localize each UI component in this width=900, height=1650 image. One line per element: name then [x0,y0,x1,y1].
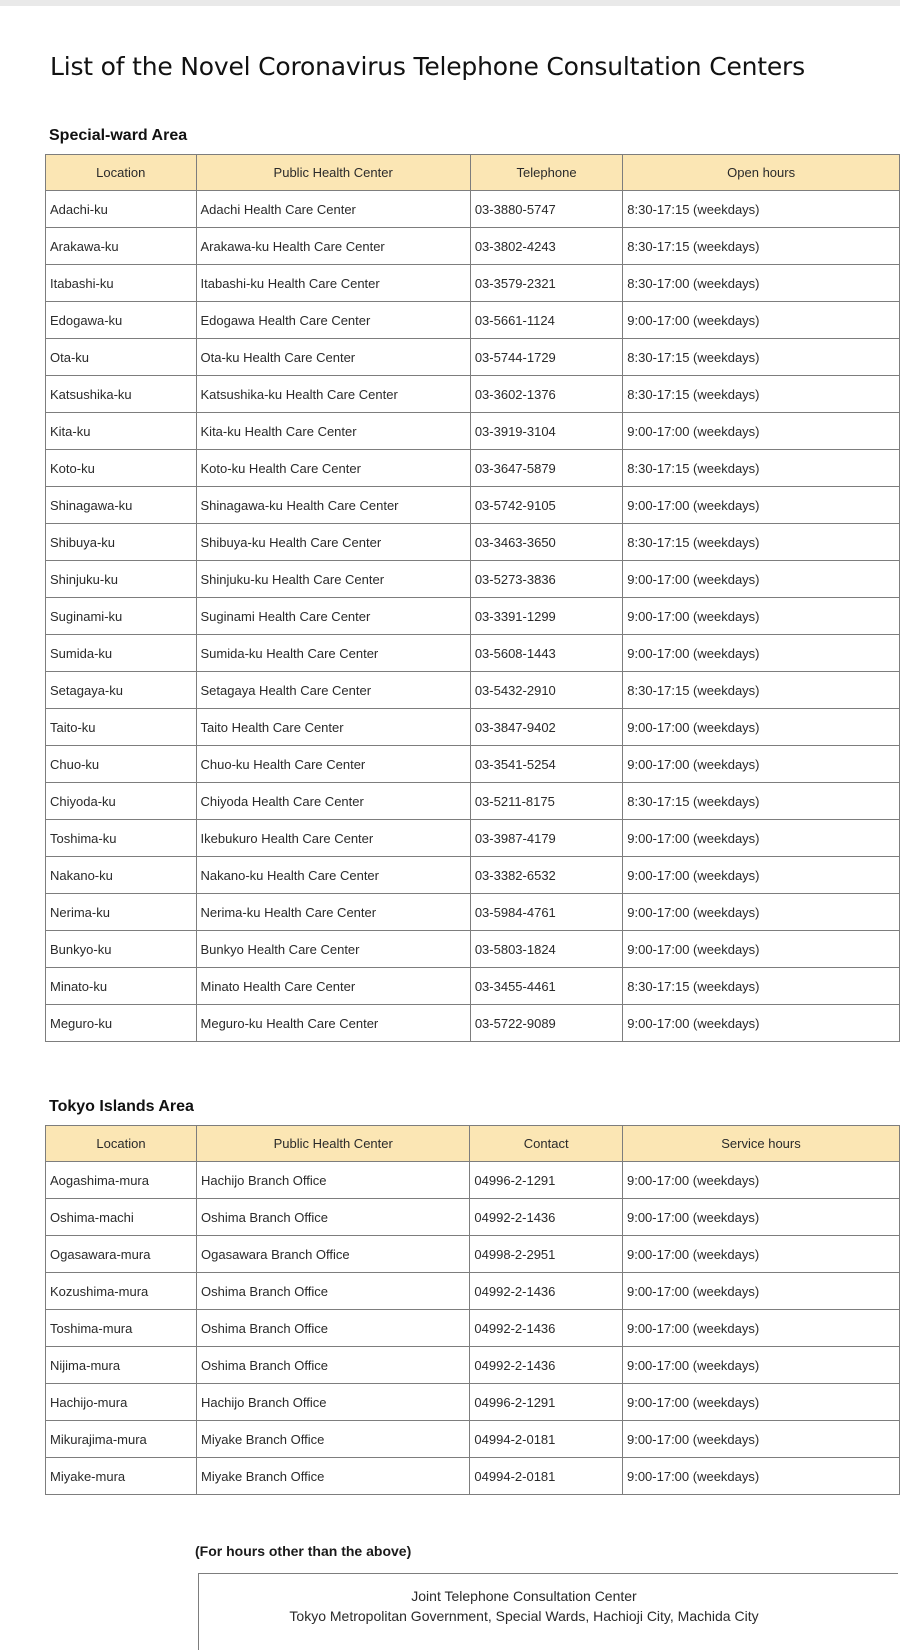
health-center-cell: Taito Health Care Center [196,709,470,746]
health-center-cell: Katsushika-ku Health Care Center [196,376,470,413]
telephone-cell: 03-5273-3836 [470,561,622,598]
column-header-contact: Contact [470,1126,623,1162]
telephone-cell: 03-3579-2321 [470,265,622,302]
open-hours-cell: 9:00-17:00 (weekdays) [623,746,900,783]
open-hours-cell: 9:00-17:00 (weekdays) [623,302,900,339]
location-cell: Mikurajima-mura [46,1421,197,1458]
open-hours-cell: 8:30-17:15 (weekdays) [623,450,900,487]
health-center-cell: Itabashi-ku Health Care Center [196,265,470,302]
contact-cell: 04996-2-1291 [470,1162,623,1199]
location-cell: Miyake-mura [46,1458,197,1495]
table-row [46,598,900,635]
health-center-cell: Shibuya-ku Health Care Center [196,524,470,561]
location-cell: Minato-ku [46,968,197,1005]
telephone-cell: 03-3602-1376 [470,376,622,413]
contact-cell: 04992-2-1436 [470,1310,623,1347]
table-row [46,820,900,857]
islands-table [45,1125,900,1495]
health-center-cell: Oshima Branch Office [197,1310,470,1347]
health-center-cell: Chuo-ku Health Care Center [196,746,470,783]
telephone-cell: 03-5722-9089 [470,1005,622,1042]
service-hours-cell: 9:00-17:00 (weekdays) [622,1236,899,1273]
location-cell: Toshima-mura [46,1310,197,1347]
location-cell: Kita-ku [46,413,197,450]
health-center-cell: Miyake Branch Office [197,1421,470,1458]
contact-cell: 04992-2-1436 [470,1199,623,1236]
open-hours-cell: 9:00-17:00 (weekdays) [623,894,900,931]
telephone-cell: 03-3647-5879 [470,450,622,487]
table-row [46,783,900,820]
service-hours-cell: 9:00-17:00 (weekdays) [622,1162,899,1199]
telephone-cell: 03-5803-1824 [470,931,622,968]
telephone-cell: 03-5984-4761 [470,894,622,931]
location-cell: Bunkyo-ku [46,931,197,968]
location-cell: Setagaya-ku [46,672,197,709]
health-center-cell: Shinjuku-ku Health Care Center [196,561,470,598]
open-hours-cell: 8:30-17:15 (weekdays) [623,783,900,820]
table-row [46,1273,900,1310]
health-center-cell: Shinagawa-ku Health Care Center [196,487,470,524]
location-cell: Nakano-ku [46,857,197,894]
health-center-cell: Minato Health Care Center [196,968,470,1005]
column-header-location: Location [46,1126,197,1162]
health-center-cell: Bunkyo Health Care Center [196,931,470,968]
table-row [46,672,900,709]
islands-table-body [46,1162,900,1495]
telephone-cell: 03-5608-1443 [470,635,622,672]
table-row [46,561,900,598]
location-cell: Chiyoda-ku [46,783,197,820]
table-row [46,228,900,265]
health-center-cell: Ikebukuro Health Care Center [196,820,470,857]
contact-cell: 04994-2-0181 [470,1421,623,1458]
location-cell: Sumida-ku [46,635,197,672]
health-center-cell: Adachi Health Care Center [196,191,470,228]
open-hours-cell: 9:00-17:00 (weekdays) [623,635,900,672]
health-center-cell: Oshima Branch Office [197,1199,470,1236]
islands-heading: Tokyo Islands Area [49,1098,194,1115]
service-hours-cell: 9:00-17:00 (weekdays) [622,1384,899,1421]
open-hours-cell: 9:00-17:00 (weekdays) [623,413,900,450]
health-center-cell: Nakano-ku Health Care Center [196,857,470,894]
contact-cell: 04992-2-1436 [470,1273,623,1310]
table-row [46,894,900,931]
table-header-row [46,1126,900,1162]
open-hours-cell: 9:00-17:00 (weekdays) [623,820,900,857]
table-row [46,302,900,339]
table-row [46,191,900,228]
joint-center-name: Joint Telephone Consultation Center [411,1588,637,1604]
column-header-service-hours: Service hours [622,1126,899,1162]
top-edge-strip [0,0,900,6]
service-hours-cell: 9:00-17:00 (weekdays) [622,1458,899,1495]
service-hours-cell: 9:00-17:00 (weekdays) [622,1199,899,1236]
open-hours-cell: 9:00-17:00 (weekdays) [623,598,900,635]
health-center-cell: Arakawa-ku Health Care Center [196,228,470,265]
contact-cell: 04994-2-0181 [470,1458,623,1495]
table-row [46,931,900,968]
location-cell: Toshima-ku [46,820,197,857]
table-row [46,1458,900,1495]
telephone-cell: 03-3847-9402 [470,709,622,746]
health-center-cell: Ota-ku Health Care Center [196,339,470,376]
table-row [46,1162,900,1199]
open-hours-cell: 9:00-17:00 (weekdays) [623,487,900,524]
column-header-health-center: Public Health Center [197,1126,470,1162]
open-hours-cell: 9:00-17:00 (weekdays) [623,561,900,598]
table-row [46,450,900,487]
health-center-cell: Miyake Branch Office [197,1458,470,1495]
location-cell: Suginami-ku [46,598,197,635]
location-cell: Kozushima-mura [46,1273,197,1310]
service-hours-cell: 9:00-17:00 (weekdays) [622,1310,899,1347]
location-cell: Chuo-ku [46,746,197,783]
open-hours-cell: 8:30-17:15 (weekdays) [623,376,900,413]
table-row [46,1236,900,1273]
open-hours-cell: 9:00-17:00 (weekdays) [623,1005,900,1042]
health-center-cell: Ogasawara Branch Office [197,1236,470,1273]
table-row [46,857,900,894]
table-row [46,709,900,746]
service-hours-cell: 9:00-17:00 (weekdays) [622,1347,899,1384]
table-header-row [46,155,900,191]
location-cell: Nijima-mura [46,1347,197,1384]
table-row [46,487,900,524]
special-ward-heading: Special-ward Area [49,127,188,144]
contact-cell: 04996-2-1291 [470,1384,623,1421]
location-cell: Ota-ku [46,339,197,376]
column-header-telephone: Telephone [470,155,622,191]
health-center-cell: Oshima Branch Office [197,1347,470,1384]
open-hours-cell: 9:00-17:00 (weekdays) [623,931,900,968]
table-row [46,524,900,561]
joint-center-organizations: Tokyo Metropolitan Government, Special Wards, Hachioji City, Machida City [289,1608,759,1624]
table-row [46,635,900,672]
table-row [46,376,900,413]
telephone-cell: 03-3987-4179 [470,820,622,857]
location-cell: Oshima-machi [46,1199,197,1236]
health-center-cell: Nerima-ku Health Care Center [196,894,470,931]
table-row [46,413,900,450]
health-center-cell: Koto-ku Health Care Center [196,450,470,487]
contact-cell: 04992-2-1436 [470,1347,623,1384]
table-row [46,1310,900,1347]
location-cell: Taito-ku [46,709,197,746]
telephone-cell: 03-5432-2910 [470,672,622,709]
location-cell: Ogasawara-mura [46,1236,197,1273]
telephone-cell: 03-3391-1299 [470,598,622,635]
telephone-cell: 03-3802-4243 [470,228,622,265]
column-header-open-hours: Open hours [623,155,900,191]
location-cell: Itabashi-ku [46,265,197,302]
special-ward-table-body [46,191,900,1042]
table-row [46,1421,900,1458]
open-hours-cell: 8:30-17:00 (weekdays) [623,265,900,302]
open-hours-cell: 8:30-17:15 (weekdays) [623,672,900,709]
column-header-health-center: Public Health Center [196,155,470,191]
location-cell: Koto-ku [46,450,197,487]
health-center-cell: Suginami Health Care Center [196,598,470,635]
open-hours-cell: 8:30-17:15 (weekdays) [623,968,900,1005]
telephone-cell: 03-5211-8175 [470,783,622,820]
health-center-cell: Edogawa Health Care Center [196,302,470,339]
open-hours-cell: 8:30-17:15 (weekdays) [623,228,900,265]
open-hours-cell: 8:30-17:15 (weekdays) [623,524,900,561]
telephone-cell: 03-5742-9105 [470,487,622,524]
telephone-cell: 03-3919-3104 [470,413,622,450]
location-cell: Katsushika-ku [46,376,197,413]
health-center-cell: Kita-ku Health Care Center [196,413,470,450]
location-cell: Nerima-ku [46,894,197,931]
location-cell: Arakawa-ku [46,228,197,265]
open-hours-cell: 9:00-17:00 (weekdays) [623,857,900,894]
table-row [46,746,900,783]
telephone-cell: 03-5661-1124 [470,302,622,339]
health-center-cell: Meguro-ku Health Care Center [196,1005,470,1042]
table-row [46,339,900,376]
health-center-cell: Sumida-ku Health Care Center [196,635,470,672]
health-center-cell: Chiyoda Health Care Center [196,783,470,820]
health-center-cell: Hachijo Branch Office [197,1162,470,1199]
service-hours-cell: 9:00-17:00 (weekdays) [622,1273,899,1310]
location-cell: Shinagawa-ku [46,487,197,524]
after-hours-note: (For hours other than the above) [195,1543,412,1559]
telephone-cell: 03-3463-3650 [470,524,622,561]
telephone-cell: 03-5744-1729 [470,339,622,376]
open-hours-cell: 8:30-17:15 (weekdays) [623,339,900,376]
table-row [46,1005,900,1042]
telephone-cell: 03-3382-6532 [470,857,622,894]
open-hours-cell: 9:00-17:00 (weekdays) [623,709,900,746]
table-row [46,265,900,302]
telephone-cell: 03-3541-5254 [470,746,622,783]
table-row [46,1384,900,1421]
location-cell: Adachi-ku [46,191,197,228]
page-title: List of the Novel Coronavirus Telephone Consultation Centers [50,52,805,81]
table-row [46,968,900,1005]
health-center-cell: Setagaya Health Care Center [196,672,470,709]
location-cell: Hachijo-mura [46,1384,197,1421]
location-cell: Meguro-ku [46,1005,197,1042]
telephone-cell: 03-3880-5747 [470,191,622,228]
joint-center-box [198,1573,898,1650]
table-row [46,1199,900,1236]
table-row [46,1347,900,1384]
location-cell: Aogashima-mura [46,1162,197,1199]
telephone-cell: 03-3455-4461 [470,968,622,1005]
column-header-location: Location [46,155,197,191]
contact-cell: 04998-2-2951 [470,1236,623,1273]
location-cell: Shinjuku-ku [46,561,197,598]
open-hours-cell: 8:30-17:15 (weekdays) [623,191,900,228]
health-center-cell: Hachijo Branch Office [197,1384,470,1421]
health-center-cell: Oshima Branch Office [197,1273,470,1310]
location-cell: Edogawa-ku [46,302,197,339]
special-ward-table [45,154,900,1042]
location-cell: Shibuya-ku [46,524,197,561]
service-hours-cell: 9:00-17:00 (weekdays) [622,1421,899,1458]
